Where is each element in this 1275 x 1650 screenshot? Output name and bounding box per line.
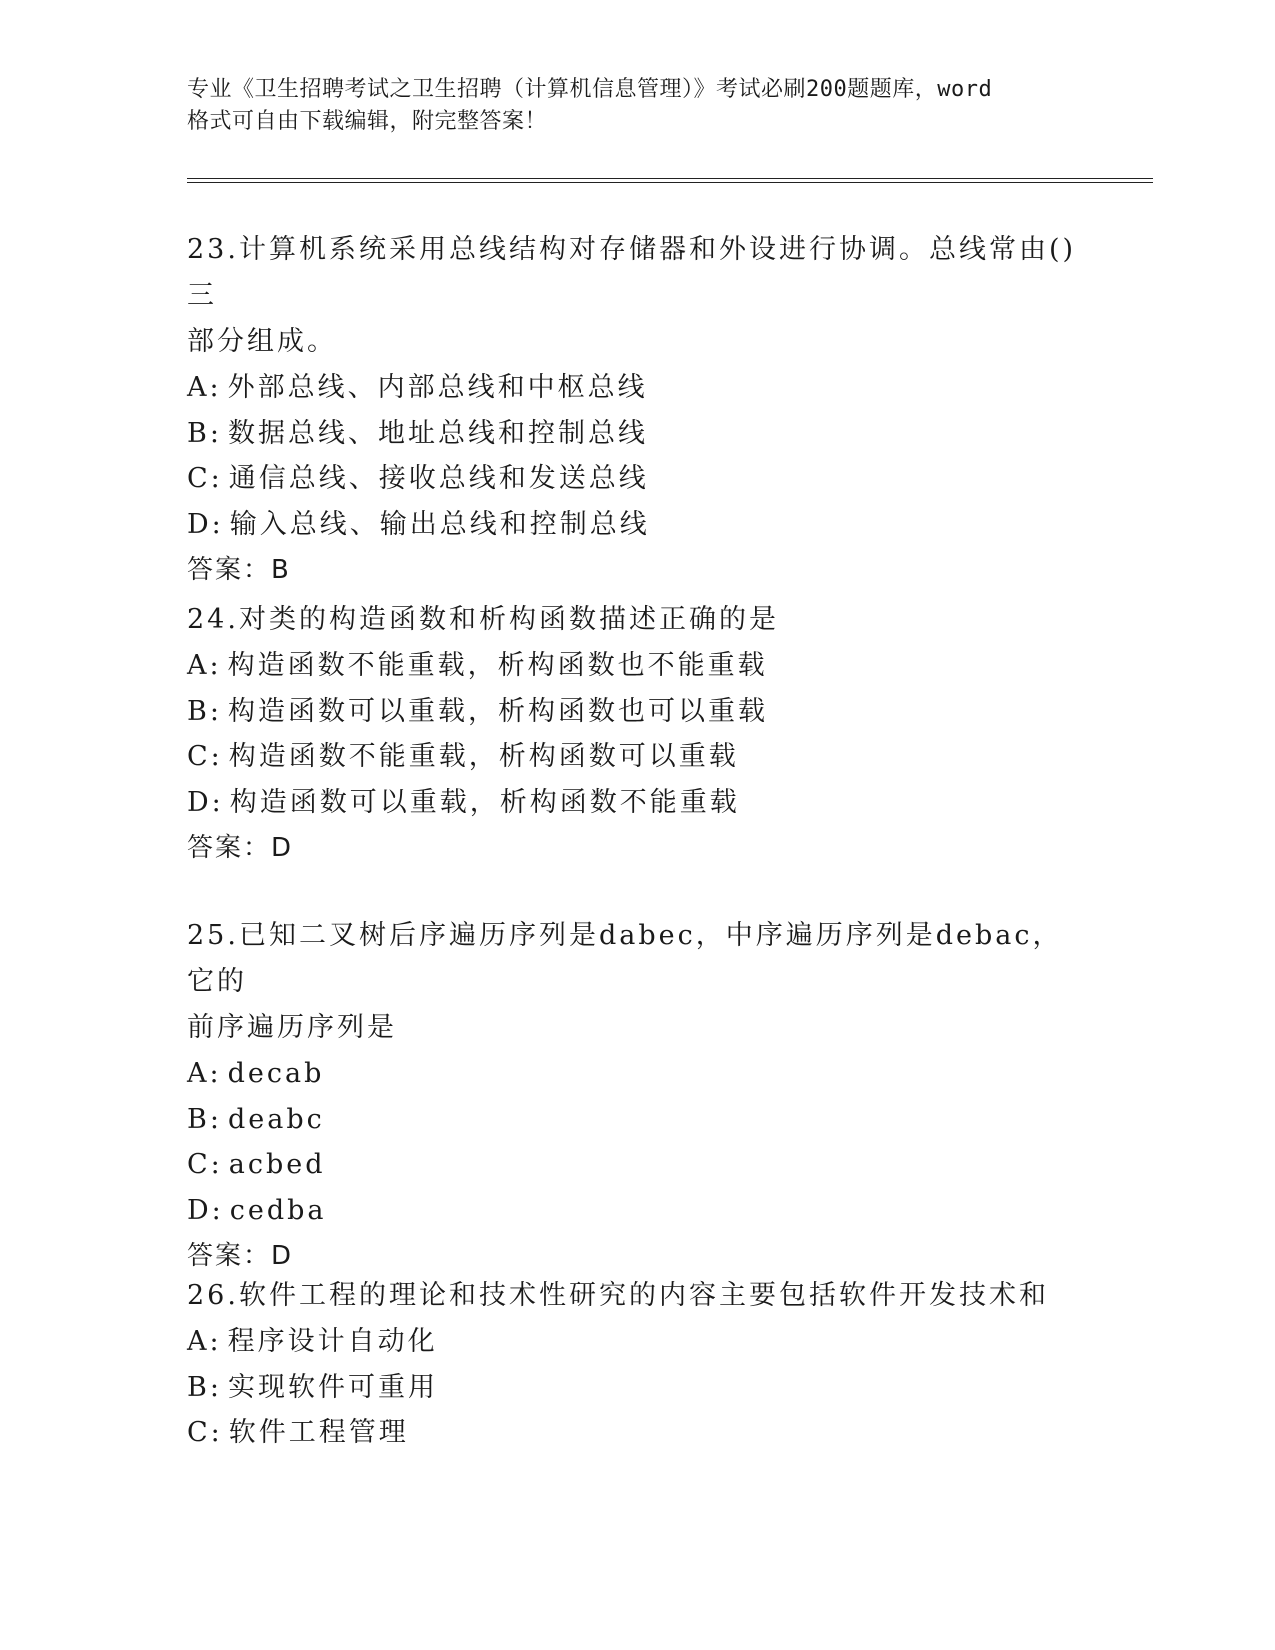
option-letter: A:	[187, 650, 222, 681]
option-c	[187, 734, 1087, 780]
option-text: 外部总线、内部总线和中枢总线	[227, 372, 648, 403]
option-b	[187, 689, 1087, 735]
option-d	[187, 502, 1087, 548]
option-b	[187, 1365, 1087, 1411]
question-stem-line: 23.计算机系统采用总线结构对存储器和外设进行协调。总线常由()三	[187, 234, 1077, 311]
option-b	[187, 411, 1087, 457]
header-divider-top	[187, 178, 1153, 179]
option-b	[187, 1097, 1087, 1143]
option-text: deabc	[227, 1103, 325, 1135]
option-text: 输入总线、输出总线和控制总线	[229, 508, 650, 540]
option-letter: C:	[187, 1417, 223, 1448]
option-c	[187, 1142, 1087, 1188]
option-c	[187, 456, 1087, 502]
option-text: acbed	[228, 1149, 326, 1180]
option-letter: B:	[187, 417, 222, 449]
header-line-2: 格式可自由下载编辑，附完整答案！	[187, 109, 548, 134]
option-letter: A:	[187, 1326, 222, 1357]
option-d	[187, 780, 1087, 826]
option-letter: B:	[187, 1371, 222, 1403]
question-26	[187, 1273, 1087, 1456]
option-a	[187, 365, 1087, 411]
option-text: decab	[227, 1058, 325, 1089]
option-letter: C:	[187, 463, 223, 494]
option-letter: D:	[187, 1194, 224, 1226]
header-divider-bottom	[187, 182, 1153, 183]
option-d	[187, 1188, 1087, 1234]
option-text: 实现软件可重用	[227, 1371, 438, 1403]
option-letter: C:	[187, 741, 223, 772]
option-text: 构造函数可以重载，析构函数不能重载	[229, 786, 740, 818]
option-text: 通信总线、接收总线和发送总线	[228, 463, 649, 494]
question-stem-line: 26.软件工程的理论和技术性研究的内容主要包括软件开发技术和	[187, 1280, 1049, 1311]
option-text: 程序设计自动化	[227, 1326, 438, 1357]
option-letter: A:	[187, 1058, 222, 1089]
question-23	[187, 227, 1087, 593]
document-header	[187, 74, 1087, 138]
option-a	[187, 1051, 1087, 1097]
answer-label: 答案：B	[187, 555, 291, 585]
option-text: 构造函数不能重载，析构函数可以重载	[228, 741, 739, 772]
question-stem-line: 24.对类的构造函数和析构函数描述正确的是	[187, 604, 779, 635]
option-text: 构造函数可以重载，析构函数也可以重载	[227, 695, 768, 727]
question-25	[187, 913, 1087, 1279]
option-letter: D:	[187, 786, 224, 818]
option-a	[187, 643, 1087, 689]
question-stem-line: 部分组成。	[187, 326, 337, 357]
answer-label: 答案：D	[187, 1241, 294, 1271]
option-letter: A:	[187, 372, 222, 403]
option-text: cedba	[229, 1194, 327, 1226]
header-line-1: 专业《卫生招聘考试之卫生招聘（计算机信息管理）》考试必刷200题题库，word	[187, 77, 993, 102]
answer-label: 答案：D	[187, 833, 294, 863]
option-text: 软件工程管理	[228, 1417, 409, 1448]
option-letter: D:	[187, 508, 224, 540]
question-stem-line: 25.已知二叉树后序遍历序列是dabec，中序遍历序列是debac，它的	[187, 920, 1063, 997]
option-c	[187, 1410, 1087, 1456]
option-letter: B:	[187, 695, 222, 727]
option-letter: B:	[187, 1103, 222, 1135]
option-a	[187, 1319, 1087, 1365]
question-24	[187, 597, 1087, 871]
option-letter: C:	[187, 1149, 223, 1180]
option-text: 构造函数不能重载，析构函数也不能重载	[227, 650, 768, 681]
option-text: 数据总线、地址总线和控制总线	[227, 417, 648, 449]
question-stem-line: 前序遍历序列是	[187, 1012, 397, 1043]
